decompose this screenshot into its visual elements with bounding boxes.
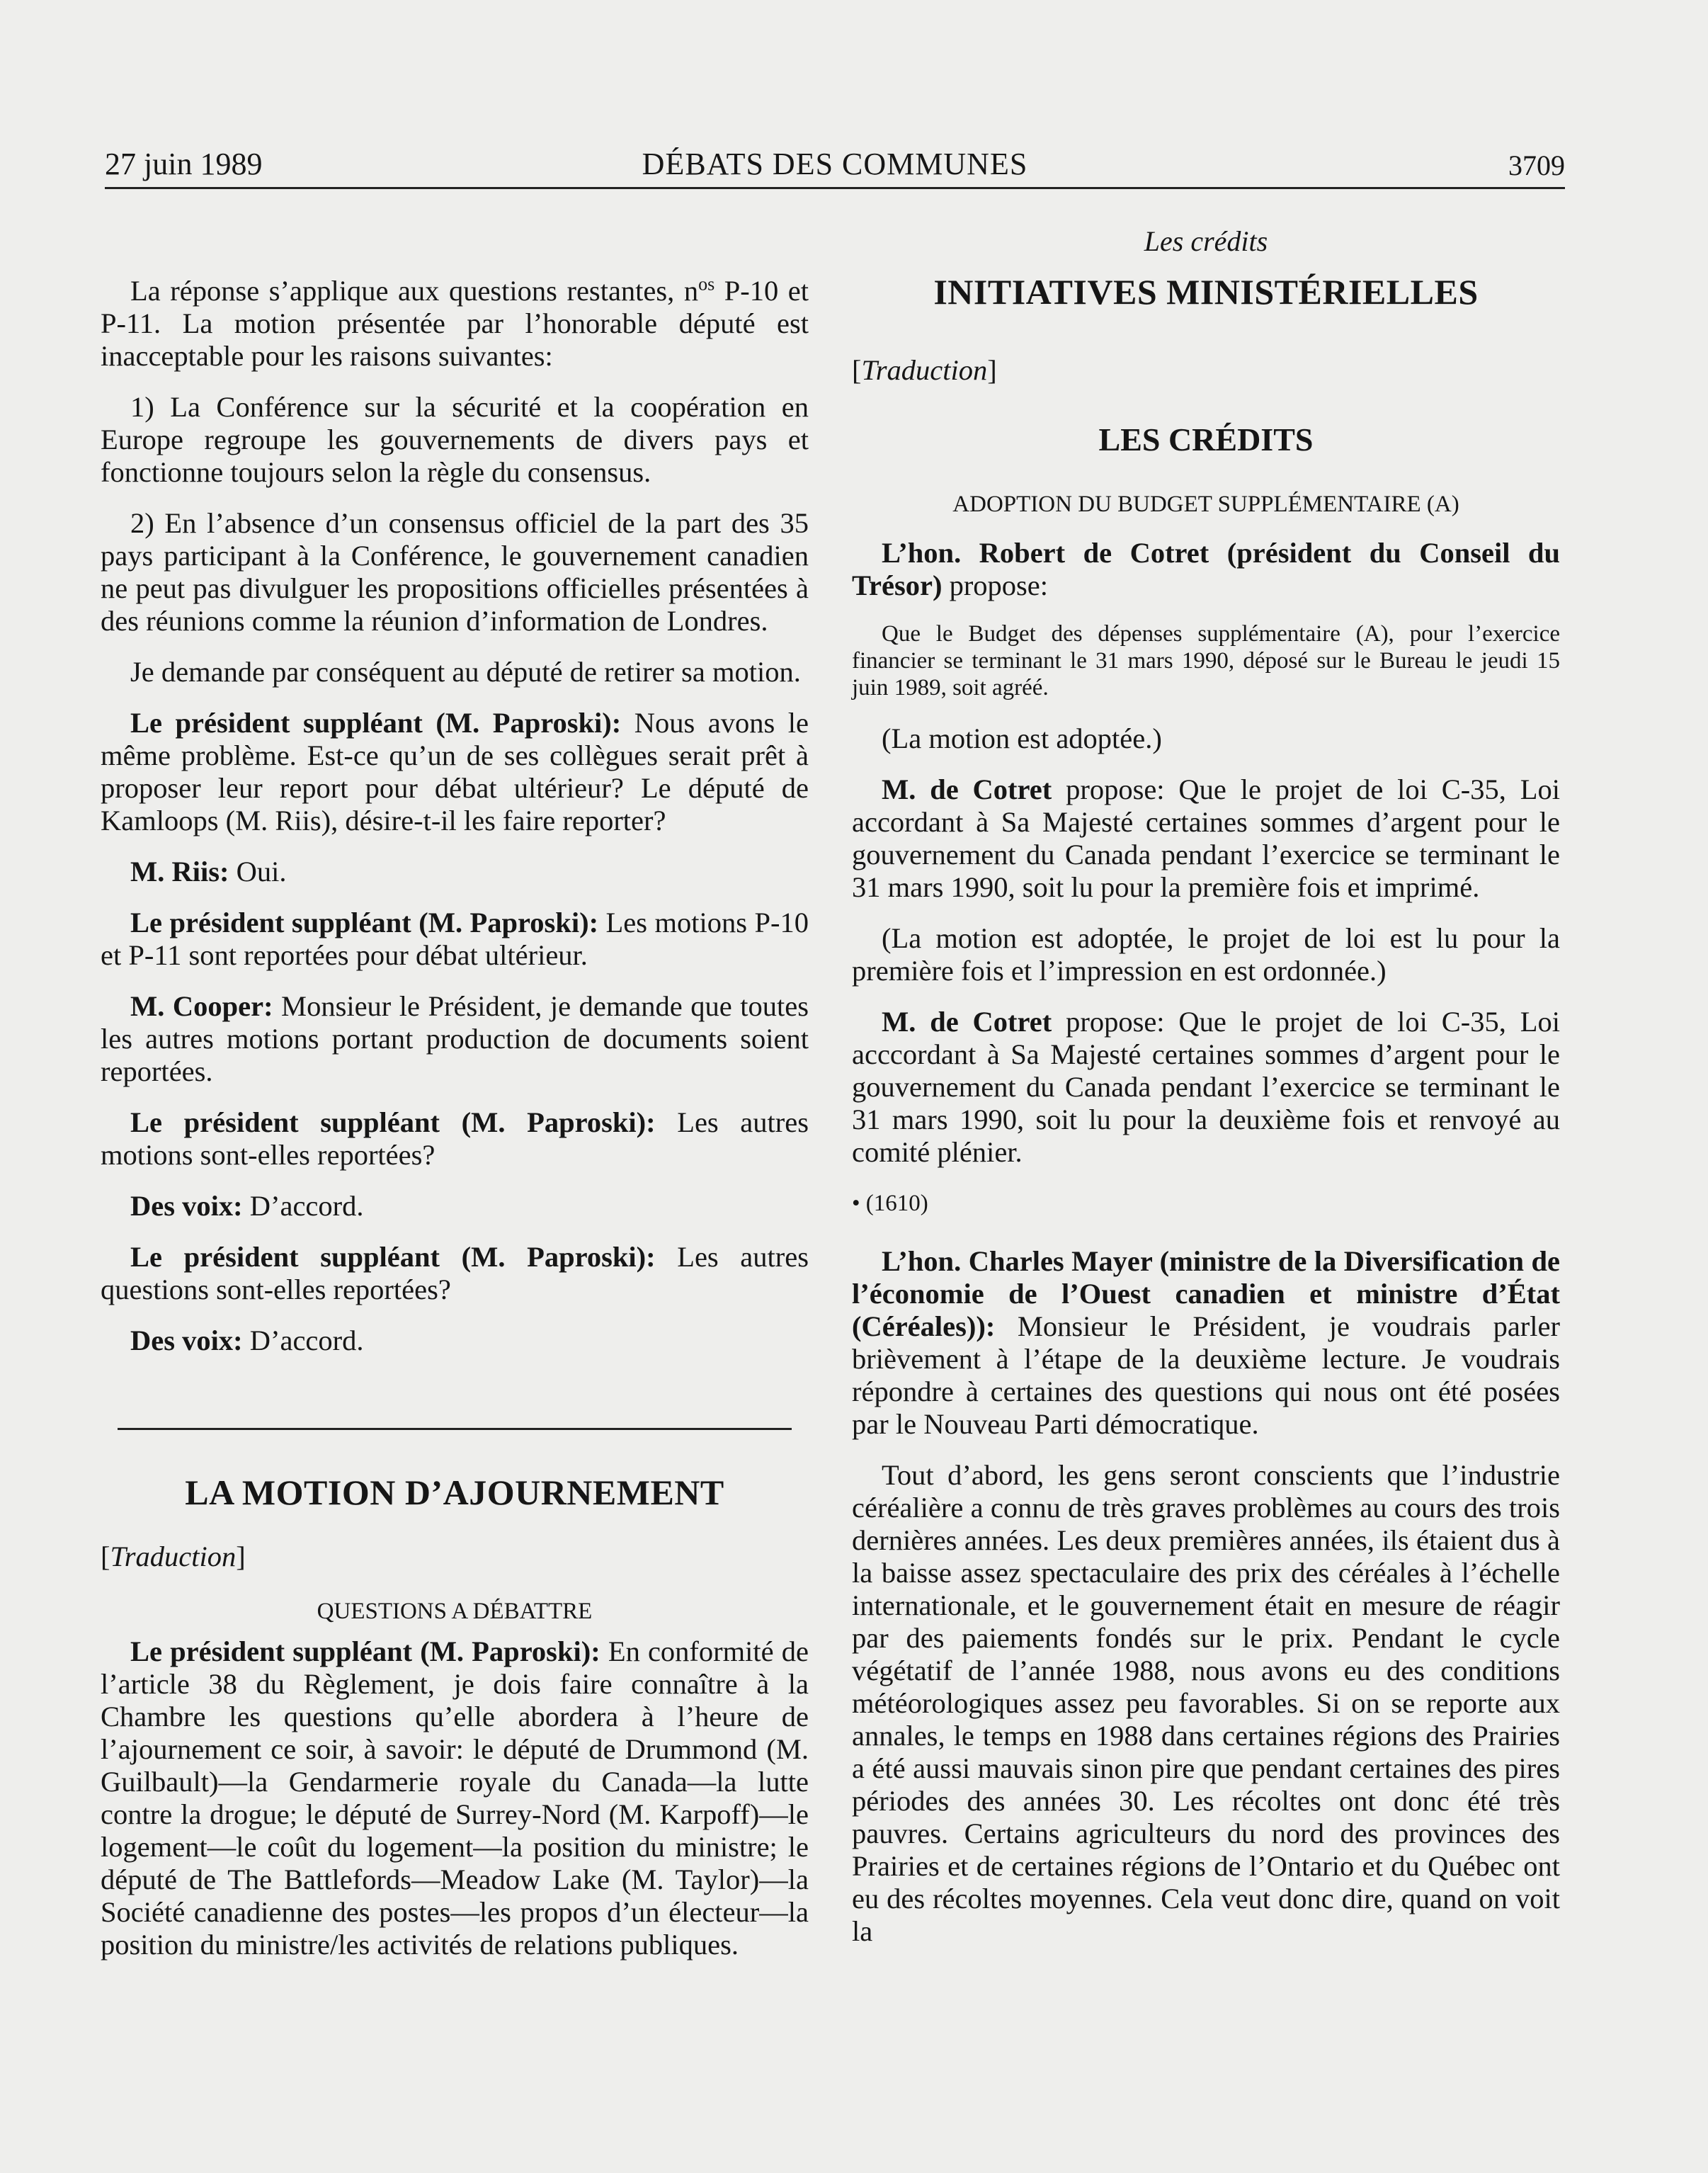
speaker: Le président suppléant (M. Paproski):	[130, 1106, 656, 1138]
speech: Le président suppléant (M. Paproski): En conformité de l’article 38 du Règlement, je dois faire connaître à la Chambre les questions qu’elle abordera à l’heure de l’ajournement ce soir, à savoir: le député de Drummond (M. Guilbault)—la Gendarmerie royale du Canada—la lutte contre la drogue; le député de Surrey-Nord (M. Karpoff)—le logement—le coût du logement—la position du ministre; le député de The Battlefords—Meadow Lake (M. Taylor)—la Société canadienne des postes—les propos d’un électeur—la position du ministre/les activités de relations publiques.	[101, 1635, 809, 1961]
questions-heading: QUESTIONS A DÉBATTRE	[317, 1599, 593, 1624]
speaker: M. de Cotret	[882, 773, 1052, 805]
paragraph: 2) En l’absence d’un consensus officiel de la part des 35 pays participant à la Conférence, le gouvernement canadien ne peut pas divulguer les propositions officielles présentées à des réunions comme la réunion d’information de Londres.	[101, 507, 809, 637]
credits-title: LES CRÉDITS	[1098, 421, 1314, 458]
speaker: Le président suppléant (M. Paproski):	[130, 707, 622, 739]
speech: L’hon. Robert de Cotret (président du Conseil du Trésor) propose:	[852, 537, 1560, 601]
speech: M. Riis: Oui.	[130, 856, 287, 887]
speech: L’hon. Charles Mayer (ministre de la Diversification de l’économie de l’Ouest canadien et ministre d’État (Céréales)): Monsieur le Président, je voudrais parler brièvement à l’étape de la deuxième lecture. Je voudrais répondre à certaines des questions qui nous ont été posées par le Nouveau Parti démocratique.	[852, 1245, 1560, 1440]
page-number: 3709	[1508, 149, 1565, 181]
speaker: L’hon. Robert de Cotret (président du Conseil du Trésor)	[852, 537, 1560, 601]
speech: M. de Cotret propose: Que le projet de loi C-35, Loi accordant à Sa Majesté certaines sommes d’argent pour le gouvernement du Canada pendant l’exercice se terminant le 31 mars 1990, soit lu pour la première fois et imprimé.	[852, 773, 1560, 903]
speaker: Le président suppléant (M. Paproski):	[130, 1241, 656, 1273]
header-title: DÉBATS DES COMMUNES	[642, 147, 1028, 181]
speaker: Des voix:	[130, 1190, 243, 1222]
adjournment-title: LA MOTION D’AJOURNEMENT	[185, 1473, 724, 1512]
page-header	[105, 146, 1565, 189]
speaker: Des voix:	[130, 1324, 243, 1356]
paragraph: Tout d’abord, les gens seront conscients que l’industrie céréalière a connu de très graves problèmes au cours des trois dernières années. Les deux premières années, ils étaient dus à la baisse assez spectaculaire des prix des céréales à l’échelle internationale, et le gouvernement était en mesure de réagir par des paiements fondés sur le prix. Pendant le cycle végétatif de l’année 1988, nous avons eu des conditions météorologiques assez peu favorables. Si on se reporte aux annales, le temps en 1988 dans certaines régions des Prairies a été aussi mauvais sinon pire que pendant certaines des pires périodes des années 30. Les récoltes ont donc été très pauvres. Certains agriculteurs du nord des provinces des Prairies et de certaines régions de l’Ontario et du Québec ont eu des récoltes moyennes. Cela veut donc dire, quand on voit la	[852, 1459, 1560, 1947]
speaker: M. Cooper:	[130, 990, 273, 1022]
speech: Des voix: D’accord.	[130, 1190, 364, 1222]
adoption-heading: ADOPTION DU BUDGET SUPPLÉMENTAIRE (A)	[952, 492, 1459, 517]
paragraph: Je demande par conséquent au député de retirer sa motion.	[130, 656, 801, 688]
speaker: Le président suppléant (M. Paproski):	[130, 907, 599, 938]
speech: M. Cooper: Monsieur le Président, je demande que toutes les autres motions portant production de documents soient reportées.	[101, 990, 809, 1087]
header-date: 27 juin 1989	[105, 147, 263, 181]
motion-quote: Que le Budget des dépenses supplémentaire (A), pour l’exercice financier se terminant le 31 mars 1990, déposé sur le Bureau le jeudi 15 juin 1989, soit agréé.	[852, 621, 1560, 700]
speech: Le président suppléant (M. Paproski): Les autres questions sont-elles reportées?	[101, 1241, 809, 1305]
running-heading: Les crédits	[1144, 225, 1268, 257]
speech: Le président suppléant (M. Paproski): Les autres motions sont-elles reportées?	[101, 1106, 809, 1171]
speech: M. de Cotret propose: Que le projet de loi C-35, Loi acccordant à Sa Majesté certaines sommes d’argent pour le gouvernement du Canada pendant l’exercice se terminant le 31 mars 1990, soit lu pour la deuxième fois et renvoyé au comité plénier.	[852, 1006, 1560, 1168]
initiatives-title: INITIATIVES MINISTÉRIELLES	[933, 272, 1479, 312]
speech: Des voix: D’accord.	[130, 1324, 364, 1356]
translation-note: [Traduction]	[101, 1541, 246, 1572]
time-marker: • (1610)	[852, 1191, 928, 1216]
speaker: Le président suppléant (M. Paproski):	[130, 1635, 600, 1667]
speech: Le président suppléant (M. Paproski): Nous avons le même problème. Est-ce qu’un de ses collègues serait prêt à proposer leur report pour débat ultérieur? Le député de Kamloops (M. Riis), désire-t-il les faire reporter?	[101, 707, 809, 836]
speaker: L’hon. Charles Mayer (ministre de la Diversification de l’économie de l’Ouest canadien et ministre d’État (Céréales)):	[852, 1245, 1560, 1342]
left-column	[101, 275, 809, 1980]
translation-note: [Traduction]	[852, 354, 997, 386]
paragraph: (La motion est adoptée, le projet de loi est lu pour la première fois et l’impression en est ordonnée.)	[852, 922, 1560, 987]
paragraph: La réponse s’applique aux questions restantes, $n^{os}$ P-10 et P-11. La motion présentée par l’honorable député est inacceptable pour les raisons suivantes:	[101, 273, 809, 372]
speaker: M. Riis:	[130, 856, 229, 887]
paragraph: (La motion est adoptée.)	[882, 722, 1162, 754]
right-column	[852, 225, 1560, 1966]
speaker: M. de Cotret	[882, 1006, 1052, 1038]
speech: Le président suppléant (M. Paproski): Les motions P-10 et P-11 sont reportées pour débat ultérieur.	[101, 907, 809, 971]
paragraph: 1) La Conférence sur la sécurité et la coopération en Europe regroupe les gouvernements de divers pays et fonctionne toujours selon la règle du consensus.	[101, 391, 809, 488]
